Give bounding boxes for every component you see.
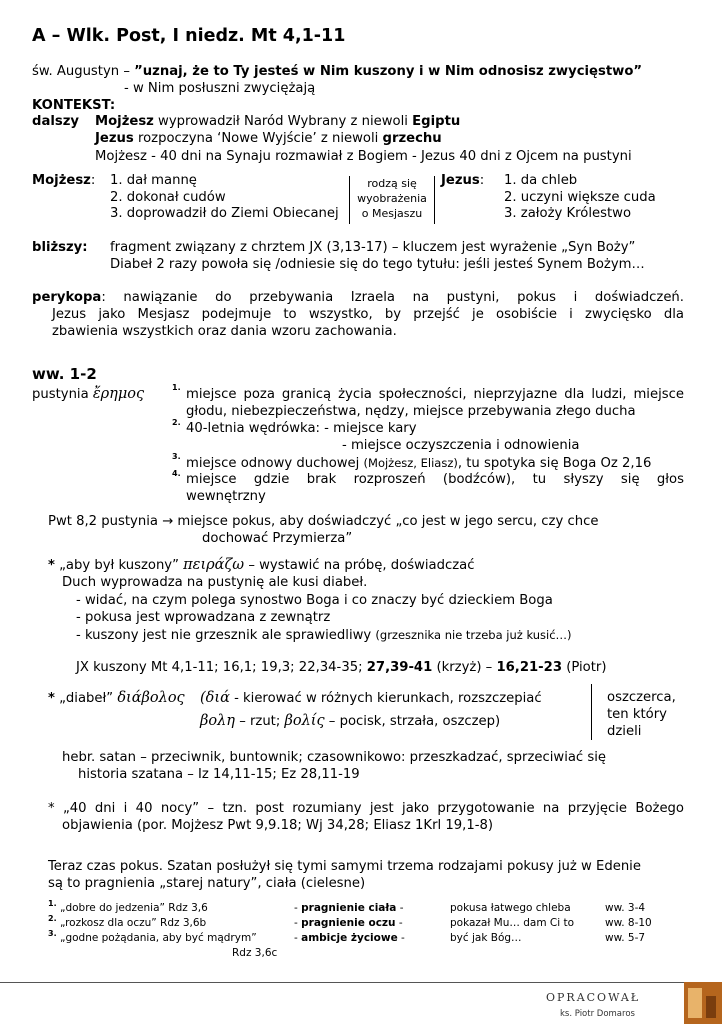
temptation-verses: ww. 3-4 [605,902,646,914]
pustynia-point3: miejsce odnowy duchowej (Mojżesz, Eliasz), tu spotyka się Boga Oz 2,16 [186,456,652,471]
diabel-etymology-line1: (διά - kierować w różnych kierunkach, rozszczepiać [200,690,542,706]
dalszy-label: dalszy [32,114,79,129]
kuszony-line5: - kuszony jest nie grzesznik ale sprawiedliwy (grzesznika nie trzeba już kusić…) [76,628,572,643]
teraz-line1: Teraz czas pokus. Szatan posłużył się tymi samymi trzema rodzajami pokusy już w Edenie [48,859,641,874]
teraz-line2: są to pragnienia „starej natury”, ciała (cielesne) [48,876,366,891]
temptation-kind: - ambicje życiowe - [294,932,405,944]
perykopa-line1: perykopa: nawiązanie do przebywania Izraela na pustyni, pokus i doświadczeń. [32,290,684,305]
footer-divider [0,982,722,983]
pustynia-point2-line2: - miejsce oczyszczenia i odnowienia [342,438,580,453]
book-logo-icon [684,982,722,1024]
kuszony-references: JX kuszony Mt 4,1-11; 16,1; 19,3; 22,34-35; 27,39-41 (krzyż) – 16,21-23 (Piotr) [76,660,607,675]
pustynia-label: pustynia ἔρημος [32,386,145,402]
kuszony-line4: - pokusa jest wprowadzana z zewnątrz [76,610,331,625]
jezus-item: 2. uczyni większe cuda [504,190,656,205]
diabel-side-note: oszczerca, [607,690,676,705]
temptation-pokusa: być jak Bóg… [450,932,522,944]
perykopa-line3: zbawienia wszystkich oraz dania wzoru zachowania. [52,324,397,339]
temptation-quote: „godne pożądania, aby być mądrym” [60,932,257,944]
pwt-line2: dochować Przymierza” [202,531,353,546]
point-number: 4. [172,469,181,478]
czterdziesci-line1: * „40 dni i 40 nocy” – tzn. post rozumiany jest jako przygotowanie na przyjęcie Bożego [48,801,684,816]
temptation-number: 1. [48,899,57,908]
kontekst-line2: Jezus rozpoczyna ‘Nowe Wyjście’ z niewoli grzechu [95,131,442,146]
kontekst-line3: Mojżesz - 40 dni na Synaju rozmawiał z Bogiem - Jezus 40 dni z Ojcem na pustyni [95,149,632,164]
diabel-etymology-line2: βολη – rzut; βολίς – pocisk, strzała, oszczep) [200,713,501,729]
mojzesz-label: Mojżesz: [32,173,96,188]
czterdziesci-line2: objawienia (por. Mojżesz Pwt 9,9.18; Wj 34,28; Eliasz 1Krl 19,1-8) [62,818,494,833]
perykopa-line2: Jezus jako Mesjasz podejmuje to wszystko, by przejść je osobiście i zwycięsko dla [52,307,684,322]
diabel-side-note: ten który [607,707,667,722]
mojzesz-item: 3. doprowadził do Ziemi Obiecanej [110,206,339,221]
pustynia-point4-line1: miejsce gdzie brak rozproszeń (bodźców), tu słyszy się głos [186,472,684,487]
kuszony-heading: * „aby był kuszony” πειράζω – wystawić na próbę, doświadczać [48,557,475,573]
temptation-verses: ww. 5-7 [605,932,646,944]
temptation-pokusa: pokazał Mu… dam Ci to [450,917,575,929]
pustynia-point2-line1: 40-letnia wędrówka: - miejsce kary [186,421,417,436]
kuszony-line2: Duch wyprowadza na pustynię ale kusi diabeł. [62,575,368,590]
messiah-box: rodzą się wyobrażenia o Mesjaszu [349,176,435,224]
pustynia-point1-line2: głodu, niebezpieczeństwa, nędzy, miejsce przebywania złego ducha [186,404,636,419]
temptation-kind: - pragnienie oczu - [294,917,403,929]
mojzesz-item: 2. dokonał cudów [110,190,226,205]
blizszy-label: bliższy: [32,240,88,255]
temptation-kind: - pragnienie ciała - [294,902,404,914]
temptation-quote: „rozkosz dla oczu” Rdz 3,6b [60,917,207,929]
footer-name: OPRACOWAŁ [546,991,641,1004]
page-title: A – Wlk. Post, I niedz. Mt 4,1-11 [32,26,346,46]
temptation-number: 2. [48,914,57,923]
blizszy-line2: Diabeł 2 razy powoła się /odniesie się do tego tytułu: jeśli jesteś Synem Bożym… [110,257,645,272]
temptation-quote: „dobre do jedzenia” Rdz 3,6 [60,902,208,914]
hebr-line2: historia szatana – Iz 14,11-15; Ez 28,11-19 [78,767,360,782]
jezus-label: Jezus: [441,173,485,188]
jezus-item: 1. da chleb [504,173,578,188]
footer-author: ks. Piotr Domaros [560,1009,635,1019]
point-number: 3. [172,452,181,461]
temptation3-ref: Rdz 3,6c [232,947,278,959]
hebr-line1: hebr. satan – przeciwnik, buntownik; czasownikowo: przeszkadzać, sprzeciwiać się [62,750,607,765]
augustyn-line2: - w Nim posłuszni zwyciężają [124,81,316,96]
temptation-pokusa: pokusa łatwego chleba [450,902,571,914]
pustynia-point4-line2: wewnętrzny [186,489,266,504]
kuszony-line3: - widać, na czym polega synostwo Boga i co znaczy być dzieckiem Boga [76,593,553,608]
temptation-verses: ww. 8-10 [605,917,652,929]
ww12-heading: ww. 1-2 [32,365,97,383]
point-number: 1. [172,383,181,392]
point-number: 2. [172,418,181,427]
diabel-heading: * „diabeł” διάβολος [48,690,185,706]
blizszy-line1: fragment związany z chrztem JX (3,13-17) – kluczem jest wyrażenie „Syn Boży” [110,240,636,255]
pustynia-point1-line1: miejsce poza granicą życia społeczności, nieprzyjazne dla ludzi, miejsce [186,387,684,402]
kontekst-heading: KONTEKST: [32,98,116,113]
diabel-side-note: dzieli [607,724,642,739]
mojzesz-item: 1. dał mannę [110,173,197,188]
jezus-item: 3. założy Królestwo [504,206,632,221]
kontekst-line1: Mojżesz wyprowadził Naród Wybrany z niewoli Egiptu [95,114,461,129]
augustyn-quote: św. Augustyn – ”uznaj, że to Ty jesteś w Nim kuszony i w Nim odnosisz zwycięstwo” [32,64,643,79]
temptation-number: 3. [48,929,57,938]
divider [591,684,592,740]
pwt-line1: Pwt 8,2 pustynia → miejsce pokus, aby doświadczyć „co jest w jego sercu, czy chce [48,514,599,529]
